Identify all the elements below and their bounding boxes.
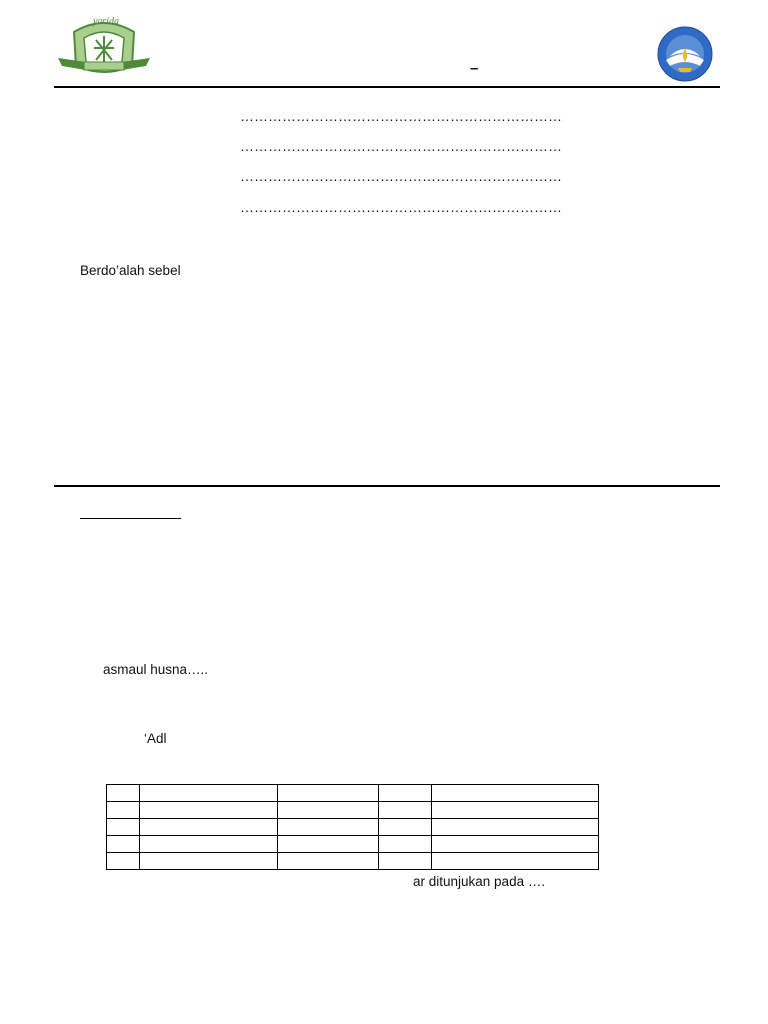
table-cell [278,819,379,836]
table-row [107,853,599,870]
table-cell [379,836,432,853]
yayasan-shield-logo-icon [56,14,152,80]
question-2-text: ar ditunjukan pada …. [413,874,546,889]
table-cell [432,802,599,819]
question-1-option: ‘Adl [144,731,167,746]
table-cell [432,836,599,853]
table-cell [278,853,379,870]
table-cell [107,802,140,819]
table-cell [379,802,432,819]
table-cell [107,785,140,802]
table-row [107,802,599,819]
tut-wuri-handayani-logo-icon [650,26,720,82]
identity-line-3: …………………………………………………………… [240,168,562,184]
table-cell [379,853,432,870]
table-cell [278,802,379,819]
table-cell [140,836,278,853]
table-cell [140,802,278,819]
table-cell [107,819,140,836]
table-cell [140,819,278,836]
answer-table [106,784,599,870]
table-cell [432,819,599,836]
table-cell [432,853,599,870]
identity-line-1: …………………………………………………………… [240,108,562,124]
header-divider [54,86,720,88]
ministry-logo [650,26,720,82]
table-cell [140,853,278,870]
table-cell [432,785,599,802]
table-cell [379,785,432,802]
table-cell [107,836,140,853]
section-heading-underline [80,518,181,519]
logo-caption: yarida [92,16,120,27]
table-cell [278,785,379,802]
section-divider [54,485,720,487]
instruction-text: Berdo’alah sebel [80,263,181,278]
identity-line-4: …………………………………………………………… [240,199,562,215]
table-cell [278,836,379,853]
table-row [107,836,599,853]
header-dash: – [470,60,479,77]
table-cell [140,785,278,802]
identity-line-2: …………………………………………………………… [240,138,562,154]
table-cell [107,853,140,870]
school-logo [56,14,152,80]
table-row [107,785,599,802]
question-1-text: asmaul husna….. [103,662,209,677]
table-row [107,819,599,836]
table-cell [379,819,432,836]
